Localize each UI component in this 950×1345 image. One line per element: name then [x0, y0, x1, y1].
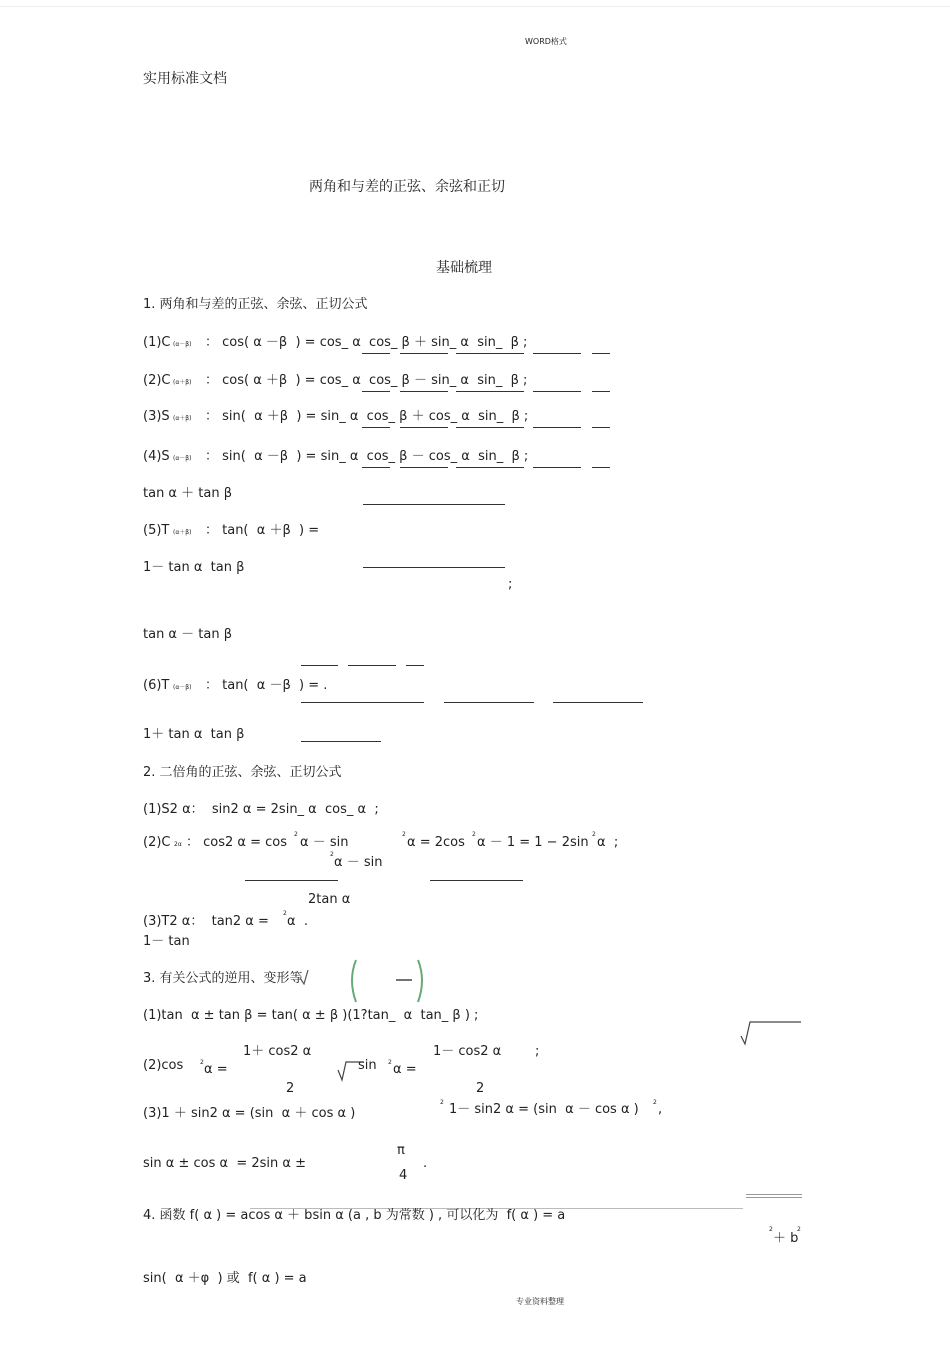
- sec4-line2: sin( α ＋φ ) 或 f( α ) = a: [143, 1271, 307, 1286]
- sec1-heading: 1. 两角和与差的正弦、余弦、正切公式: [143, 297, 368, 312]
- header-format: WORD格式: [525, 37, 567, 46]
- sqrt-bracket-artifact: [298, 958, 433, 1006]
- footer-note: 专业资料整理: [516, 1297, 564, 1306]
- formula-s2a: (1)S2 α： sin2 α = 2sin_ α cos_ α ;: [143, 802, 379, 817]
- section-title: 基础梳理: [436, 260, 492, 276]
- dotted-rule: [746, 1194, 802, 1195]
- page-border: [0, 6, 950, 7]
- page-title: 两角和与差的正弦、余弦和正切: [309, 179, 505, 195]
- formula-tan-sum: (1)tan α ± tan β = tan( α ± β )(1?tan_ α tan_ β ) ;: [143, 1008, 479, 1023]
- sqrt-icon: [739, 1020, 803, 1050]
- sec4-line1: 4. 函数 f( α ) = acos α ＋ bsin α (a , b 为常数 ) , 可以化为 f( α ) = a: [143, 1208, 566, 1223]
- sec2-heading: 2. 二倍角的正弦、余弦、正切公式: [143, 765, 342, 780]
- doc-type: 实用标准文档: [143, 71, 227, 87]
- sec3-heading: 3. 有关公式的逆用、变形等: [143, 971, 303, 986]
